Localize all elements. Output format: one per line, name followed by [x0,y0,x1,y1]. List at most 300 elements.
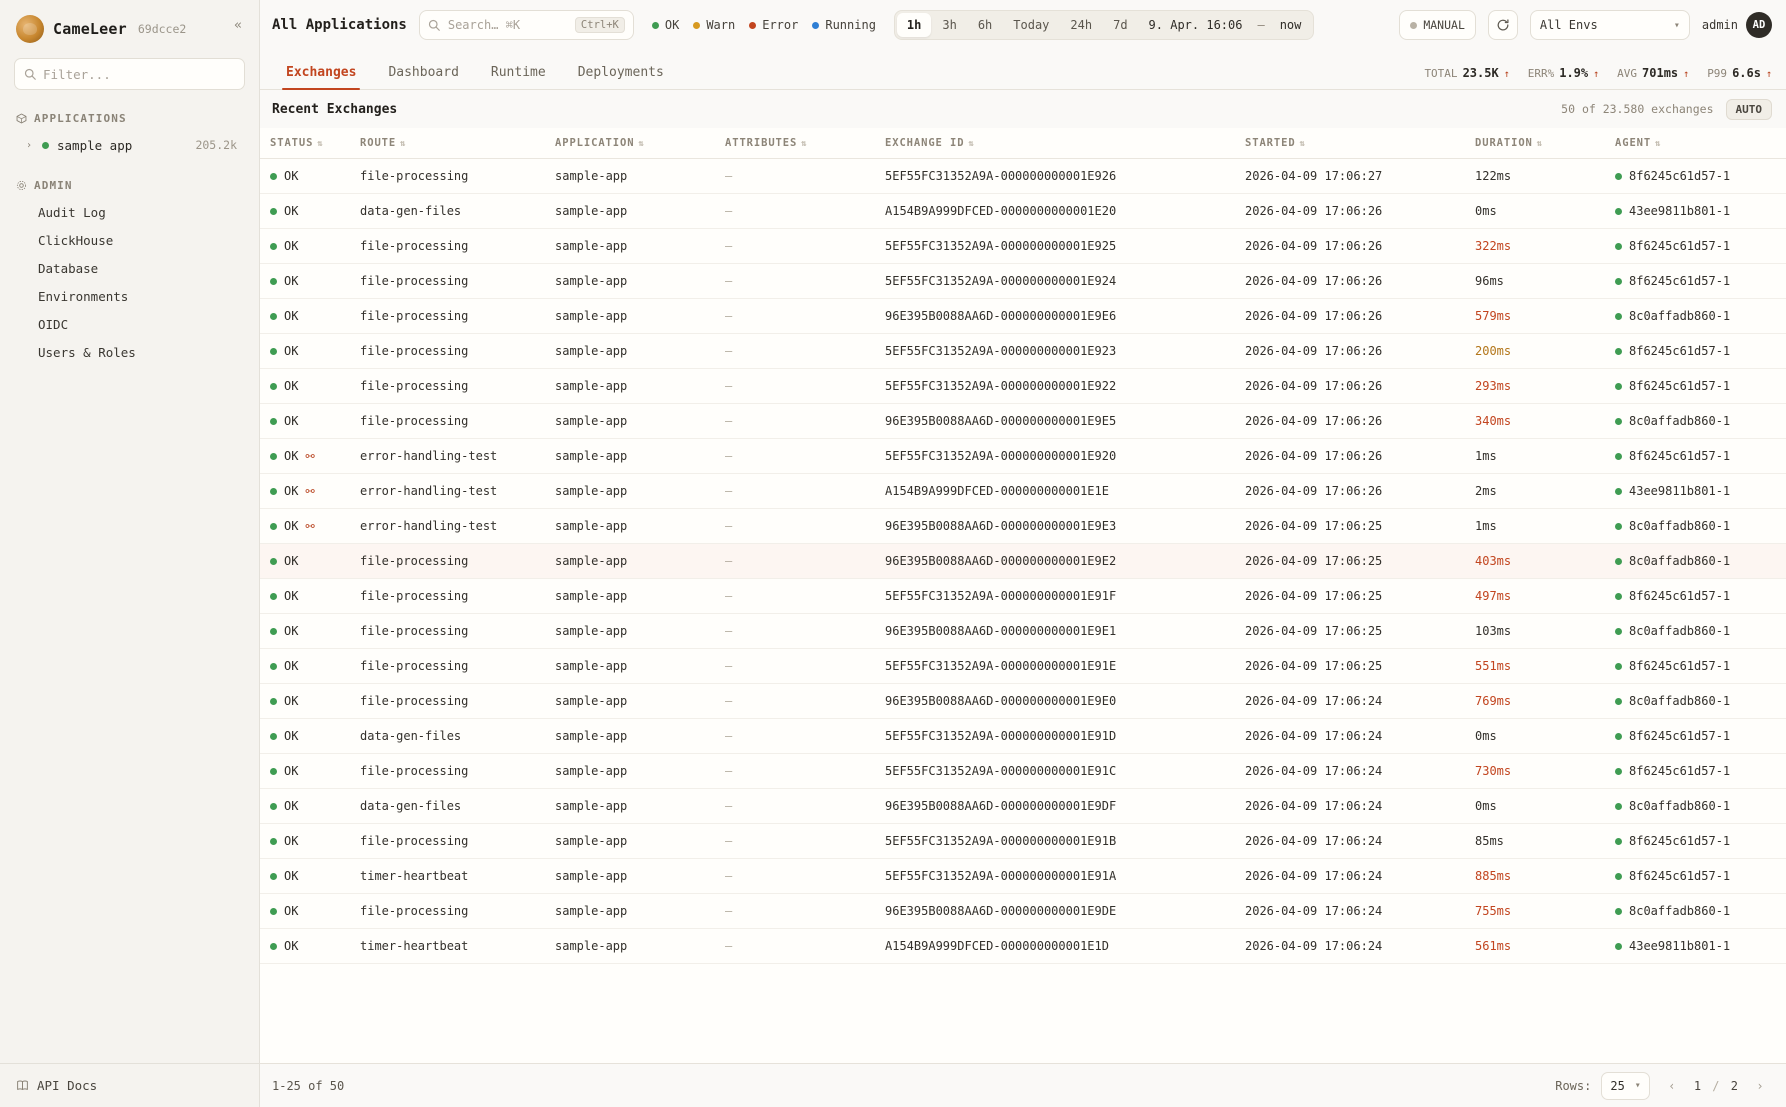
tab-bar [260,50,1786,90]
applications-section-label: APPLICATIONS [34,112,127,125]
cell-application: sample-app [545,404,715,439]
column-header-attributes[interactable] [715,128,875,159]
status-label: OK [284,869,299,883]
cell-started: 2026-04-09 17:06:26 [1235,299,1465,334]
column-header-agent[interactable] [1605,128,1786,159]
column-header-exchange-id[interactable] [875,128,1235,159]
cell-started: 2026-04-09 17:06:26 [1235,194,1465,229]
sort-icon: ⇅ [1299,139,1306,149]
cell-status [260,299,350,334]
cell-application: sample-app [545,754,715,789]
search-input[interactable] [419,10,634,40]
cell-attributes: — [715,194,875,229]
sidebar-filter-wrap [0,56,259,102]
column-header-application[interactable] [545,128,715,159]
metric-error-rate [1528,66,1599,80]
table-row[interactable] [260,859,1786,894]
cell-agent [1605,614,1786,649]
book-icon [16,1079,29,1092]
status-dot [1615,418,1622,425]
status-filter-error[interactable] [749,18,798,32]
cell-application: sample-app [545,509,715,544]
cell-route: file-processing [350,229,545,264]
cell-agent [1605,719,1786,754]
cell-application: sample-app [545,684,715,719]
cell-agent [1605,859,1786,894]
cell-started: 2026-04-09 17:06:24 [1235,929,1465,964]
status-dot [270,383,277,390]
cell-attributes: — [715,334,875,369]
status-dot [652,22,659,29]
cell-agent [1605,299,1786,334]
sidebar-item-users-roles[interactable] [8,338,251,366]
cube-icon [16,113,27,124]
agent-id: 8f6245c61d57-1 [1629,449,1731,463]
cell-route: error-handling-test [350,509,545,544]
agent-id: 8c0affadb860-1 [1629,624,1731,638]
status-label: OK [284,239,299,253]
pagination-controls [1555,1072,1772,1100]
cell-status [260,894,350,929]
retry-icon: ⚯ [305,484,315,498]
cell-started: 2026-04-09 17:06:26 [1235,474,1465,509]
tab-exchanges[interactable]: Exchanges [272,65,370,89]
status-filter-label: Warn [706,18,736,32]
cell-attributes: — [715,229,875,264]
sidebar-item-sample-app[interactable] [8,131,251,159]
status-dot [1615,243,1622,250]
table-row[interactable] [260,334,1786,369]
cell-started: 2026-04-09 17:06:25 [1235,649,1465,684]
tab-dashboard[interactable]: Dashboard [388,65,459,80]
status-dot [270,278,277,285]
prev-page-button[interactable]: ‹ [1668,1078,1676,1093]
status-dot [1615,313,1622,320]
cell-agent [1605,404,1786,439]
cell-route: file-processing [350,824,545,859]
cell-route: file-processing [350,159,545,194]
sidebar-item-clickhouse[interactable] [8,226,251,254]
camel-logo-icon [16,15,44,43]
section-header-right [1561,99,1772,120]
status-dot [270,698,277,705]
metric-value: 6.6s [1732,66,1761,80]
sort-icon: ⇅ [638,139,645,149]
exchange-count-note: 50 of 23.580 exchanges [1561,102,1714,116]
cell-exchange-id: 96E395B0088AA6D-000000000001E9E2 [875,544,1235,579]
cell-route: file-processing [350,614,545,649]
cell-exchange-id: 5EF55FC31352A9A-000000000001E91A [875,859,1235,894]
manual-label: MANUAL [1423,18,1465,32]
cell-status [260,544,350,579]
cell-exchange-id: A154B9A999DFCED-000000000001E1D [875,929,1235,964]
cell-status [260,614,350,649]
cell-started: 2026-04-09 17:06:25 [1235,509,1465,544]
cell-attributes: — [715,824,875,859]
status-dot [270,348,277,355]
status-filter-label: Running [825,18,876,32]
cell-duration: 0ms [1465,194,1605,229]
status-filter-ok[interactable] [652,18,679,32]
agent-id: 43ee9811b801-1 [1629,484,1731,498]
time-range-selector[interactable] [894,10,1314,40]
tab-deployments[interactable]: Deployments [577,65,664,80]
metric-p99 [1707,66,1772,80]
cell-status [260,789,350,824]
metric-value: 23.5K [1462,66,1499,80]
cell-status [260,719,350,754]
trend-up-icon: ↑ [1503,69,1510,80]
status-dot [1615,663,1622,670]
collapse-panel-icon[interactable]: « [234,17,242,33]
column-header-route[interactable] [350,128,545,159]
status-dot [270,663,277,670]
sort-icon: ⇅ [968,139,975,149]
cell-duration: 769ms [1465,684,1605,719]
cell-agent [1605,264,1786,299]
topbar [260,0,1786,50]
cell-agent [1605,929,1786,964]
cell-agent [1605,824,1786,859]
table-row[interactable] [260,579,1786,614]
status-label: OK [284,484,299,498]
brand[interactable] [0,0,259,56]
cell-started: 2026-04-09 17:06:25 [1235,614,1465,649]
cell-status [260,684,350,719]
time-range-3h[interactable]: 3h [942,18,957,32]
gear-icon [16,180,27,191]
status-label: OK [284,519,299,533]
sort-icon: ⇅ [1536,139,1544,149]
status-filter-running[interactable] [812,18,876,32]
cell-exchange-id: 5EF55FC31352A9A-000000000001E91E [875,649,1235,684]
cell-started: 2026-04-09 17:06:24 [1235,719,1465,754]
status-dot [693,22,700,29]
cell-status [260,824,350,859]
status-dot [270,243,277,250]
status-dot [1615,838,1622,845]
sidebar-item-audit-log[interactable] [8,198,251,226]
cell-exchange-id: 5EF55FC31352A9A-000000000001E925 [875,229,1235,264]
metric-label: TOTAL [1424,67,1458,80]
time-to-value[interactable]: now [1279,18,1302,32]
cell-attributes: — [715,754,875,789]
agent-id: 8c0affadb860-1 [1629,519,1731,533]
sidebar-item-label: Database [38,260,99,276]
agent-id: 8f6245c61d57-1 [1629,169,1731,183]
status-dot [1410,22,1417,29]
agent-id: 43ee9811b801-1 [1629,939,1731,953]
status-label: OK [284,554,299,568]
trend-up-icon: ↑ [1683,69,1690,80]
cell-exchange-id: 96E395B0088AA6D-000000000001E9E3 [875,509,1235,544]
cell-duration: 497ms [1465,579,1605,614]
cell-route: file-processing [350,579,545,614]
cell-route: file-processing [350,264,545,299]
section-header [260,90,1786,128]
cell-duration: 293ms [1465,369,1605,404]
status-dot [270,768,277,775]
cell-status [260,649,350,684]
cell-status [260,404,350,439]
cell-attributes: — [715,649,875,684]
next-page-button[interactable]: › [1756,1078,1764,1093]
cell-attributes: — [715,264,875,299]
refresh-clock-icon[interactable] [1488,10,1518,40]
table-body [260,159,1786,964]
cell-status [260,929,350,964]
cell-agent [1605,334,1786,369]
status-filter-warn[interactable] [693,18,735,32]
status-dot [270,628,277,635]
cell-status [260,509,350,544]
trend-up-icon: ↑ [1593,69,1600,80]
table-row[interactable] [260,439,1786,474]
status-dot [270,733,277,740]
agent-id: 8f6245c61d57-1 [1629,589,1731,603]
table-row[interactable] [260,894,1786,929]
agent-id: 8c0affadb860-1 [1629,799,1731,813]
table-row[interactable] [260,719,1786,754]
status-dot [1615,803,1622,810]
column-label: STATUS [270,137,314,149]
cell-attributes: — [715,544,875,579]
cell-started: 2026-04-09 17:06:26 [1235,229,1465,264]
cell-agent [1605,579,1786,614]
status-dot [1615,733,1622,740]
admin-section-label: ADMIN [34,179,73,192]
cell-status [260,579,350,614]
cell-exchange-id: 5EF55FC31352A9A-000000000001E924 [875,264,1235,299]
cell-exchange-id: 5EF55FC31352A9A-000000000001E91C [875,754,1235,789]
cell-started: 2026-04-09 17:06:24 [1235,754,1465,789]
admin-section-header [0,169,259,198]
search-icon [24,68,36,80]
status-dot [270,523,277,530]
time-range-dash: — [1257,18,1265,32]
cell-application: sample-app [545,229,715,264]
column-header-status[interactable] [260,128,350,159]
rows-per-page-select[interactable] [1601,1072,1649,1100]
column-label: ROUTE [360,137,397,149]
cell-attributes: — [715,474,875,509]
sidebar-item-environments[interactable] [8,282,251,310]
status-label: OK [284,939,299,953]
environment-select[interactable] [1530,10,1690,40]
manual-refresh-toggle[interactable] [1399,10,1476,40]
cell-status [260,369,350,404]
cell-attributes: — [715,719,875,754]
sidebar-app-name: sample app [57,137,133,153]
table-row[interactable] [260,824,1786,859]
metric-label: ERR% [1527,67,1555,80]
status-dot [270,803,277,810]
status-dot [270,313,277,320]
cell-duration: 85ms [1465,824,1605,859]
table-row[interactable] [260,789,1786,824]
cell-attributes: — [715,159,875,194]
sidebar-item-label: OIDC [38,316,69,332]
table-row[interactable] [260,159,1786,194]
cell-exchange-id: 5EF55FC31352A9A-000000000001E91F [875,579,1235,614]
metric-total [1424,66,1509,80]
cell-duration: 730ms [1465,754,1605,789]
cell-exchange-id: 96E395B0088AA6D-000000000001E9E0 [875,684,1235,719]
user-menu[interactable] [1702,12,1772,38]
table-row[interactable] [260,299,1786,334]
agent-id: 8f6245c61d57-1 [1629,239,1731,253]
cell-agent [1605,544,1786,579]
table-row[interactable] [260,369,1786,404]
metric-avg-duration [1617,66,1689,80]
status-filter-label: OK [664,18,680,32]
page-current: 1 [1693,1078,1702,1093]
tab-runtime[interactable]: Runtime [490,65,546,80]
column-label: STARTED [1245,137,1296,149]
cell-status [260,439,350,474]
status-label: OK [284,694,299,708]
table-row[interactable] [260,929,1786,964]
cell-application: sample-app [545,929,715,964]
table-row[interactable] [260,509,1786,544]
sidebar-filter-input[interactable] [43,67,235,82]
table-row[interactable] [260,544,1786,579]
agent-id: 8f6245c61d57-1 [1629,869,1731,883]
sidebar-filter-box[interactable] [14,58,245,90]
cell-agent [1605,509,1786,544]
user-name: admin [1701,18,1738,32]
cell-duration: 755ms [1465,894,1605,929]
cell-status [260,754,350,789]
cell-route: timer-heartbeat [350,929,545,964]
column-label: ATTRIBUTES [725,137,798,149]
cell-application: sample-app [545,789,715,824]
retry-icon: ⚯ [305,449,315,463]
exchanges-table [260,128,1786,964]
metric-label: P99 [1707,67,1728,80]
table-row[interactable] [260,649,1786,684]
status-dot [1615,943,1622,950]
api-docs-label: API Docs [37,1078,98,1093]
cell-exchange-id: 5EF55FC31352A9A-000000000001E920 [875,439,1235,474]
status-label: OK [284,659,299,673]
cell-agent [1605,754,1786,789]
chevron-right-icon[interactable]: › [25,139,33,151]
table-footer [260,1063,1786,1107]
cell-application: sample-app [545,579,715,614]
status-dot [1615,173,1622,180]
cell-attributes: — [715,894,875,929]
page-total: 2 [1730,1078,1738,1093]
cell-attributes: — [715,439,875,474]
page-scope-title: All Applications [272,17,407,33]
status-dot [270,838,277,845]
agent-id: 8f6245c61d57-1 [1629,274,1731,288]
status-label: OK [284,414,299,428]
status-dot [270,908,277,915]
cell-started: 2026-04-09 17:06:24 [1235,859,1465,894]
cell-agent [1605,439,1786,474]
status-dot [1615,558,1622,565]
cell-agent [1605,369,1786,404]
status-dot [1615,523,1622,530]
agent-id: 8f6245c61d57-1 [1629,379,1731,393]
trend-up-icon: ↑ [1765,69,1772,80]
time-from-value[interactable]: 9. Apr. 16:06 [1148,18,1243,32]
environment-value: All Envs [1539,18,1598,32]
column-label: EXCHANGE ID [885,137,965,149]
cell-application: sample-app [545,369,715,404]
time-range-7d[interactable]: 7d [1113,18,1128,32]
cell-route: data-gen-files [350,719,545,754]
cell-exchange-id: 96E395B0088AA6D-000000000001E9DF [875,789,1235,824]
cell-route: timer-heartbeat [350,859,545,894]
cell-attributes: — [715,614,875,649]
status-dot [270,453,277,460]
auto-refresh-badge[interactable]: AUTO [1726,99,1773,120]
table-row[interactable] [260,684,1786,719]
status-label: OK [284,169,299,183]
cell-duration: 561ms [1465,929,1605,964]
sidebar-item-oidc[interactable] [8,310,251,338]
table-row[interactable] [260,754,1786,789]
table-row[interactable] [260,404,1786,439]
cell-status [260,159,350,194]
cell-application: sample-app [545,859,715,894]
sidebar-item-api-docs[interactable] [0,1063,259,1107]
cell-exchange-id: 96E395B0088AA6D-000000000001E9E1 [875,614,1235,649]
cell-route: data-gen-files [350,789,545,824]
time-range-24h[interactable]: 24h [1070,18,1093,32]
cell-started: 2026-04-09 17:06:25 [1235,579,1465,614]
agent-id: 8f6245c61d57-1 [1629,834,1731,848]
sidebar [0,0,260,1107]
time-range-today[interactable]: Today [1013,18,1050,32]
column-label: AGENT [1615,137,1652,149]
status-label: OK [284,449,299,463]
column-header-started[interactable] [1235,128,1465,159]
cell-exchange-id: 5EF55FC31352A9A-000000000001E91D [875,719,1235,754]
cell-started: 2026-04-09 17:06:26 [1235,439,1465,474]
sidebar-item-database[interactable] [8,254,251,282]
cell-duration: 122ms [1465,159,1605,194]
cell-started: 2026-04-09 17:06:26 [1235,264,1465,299]
column-label: DURATION [1475,137,1533,149]
status-dot [1615,488,1622,495]
retry-icon: ⚯ [305,519,315,533]
table-row[interactable] [260,614,1786,649]
cell-started: 2026-04-09 17:06:24 [1235,824,1465,859]
cell-duration: 340ms [1465,404,1605,439]
cell-exchange-id: 96E395B0088AA6D-000000000001E9E5 [875,404,1235,439]
table-row[interactable] [260,474,1786,509]
time-range-6h[interactable]: 6h [977,18,993,32]
cell-duration: 200ms [1465,334,1605,369]
cell-application: sample-app [545,824,715,859]
column-header-duration[interactable] [1465,128,1605,159]
agent-id: 8f6245c61d57-1 [1629,729,1731,743]
table-row[interactable] [260,229,1786,264]
cell-agent [1605,159,1786,194]
time-range-1h[interactable]: 1h [897,13,931,37]
cell-route: file-processing [350,404,545,439]
agent-id: 8c0affadb860-1 [1629,694,1731,708]
table-header [260,128,1786,159]
table-row[interactable] [260,264,1786,299]
cell-route: error-handling-test [350,474,545,509]
table-row[interactable] [260,194,1786,229]
cell-status [260,859,350,894]
